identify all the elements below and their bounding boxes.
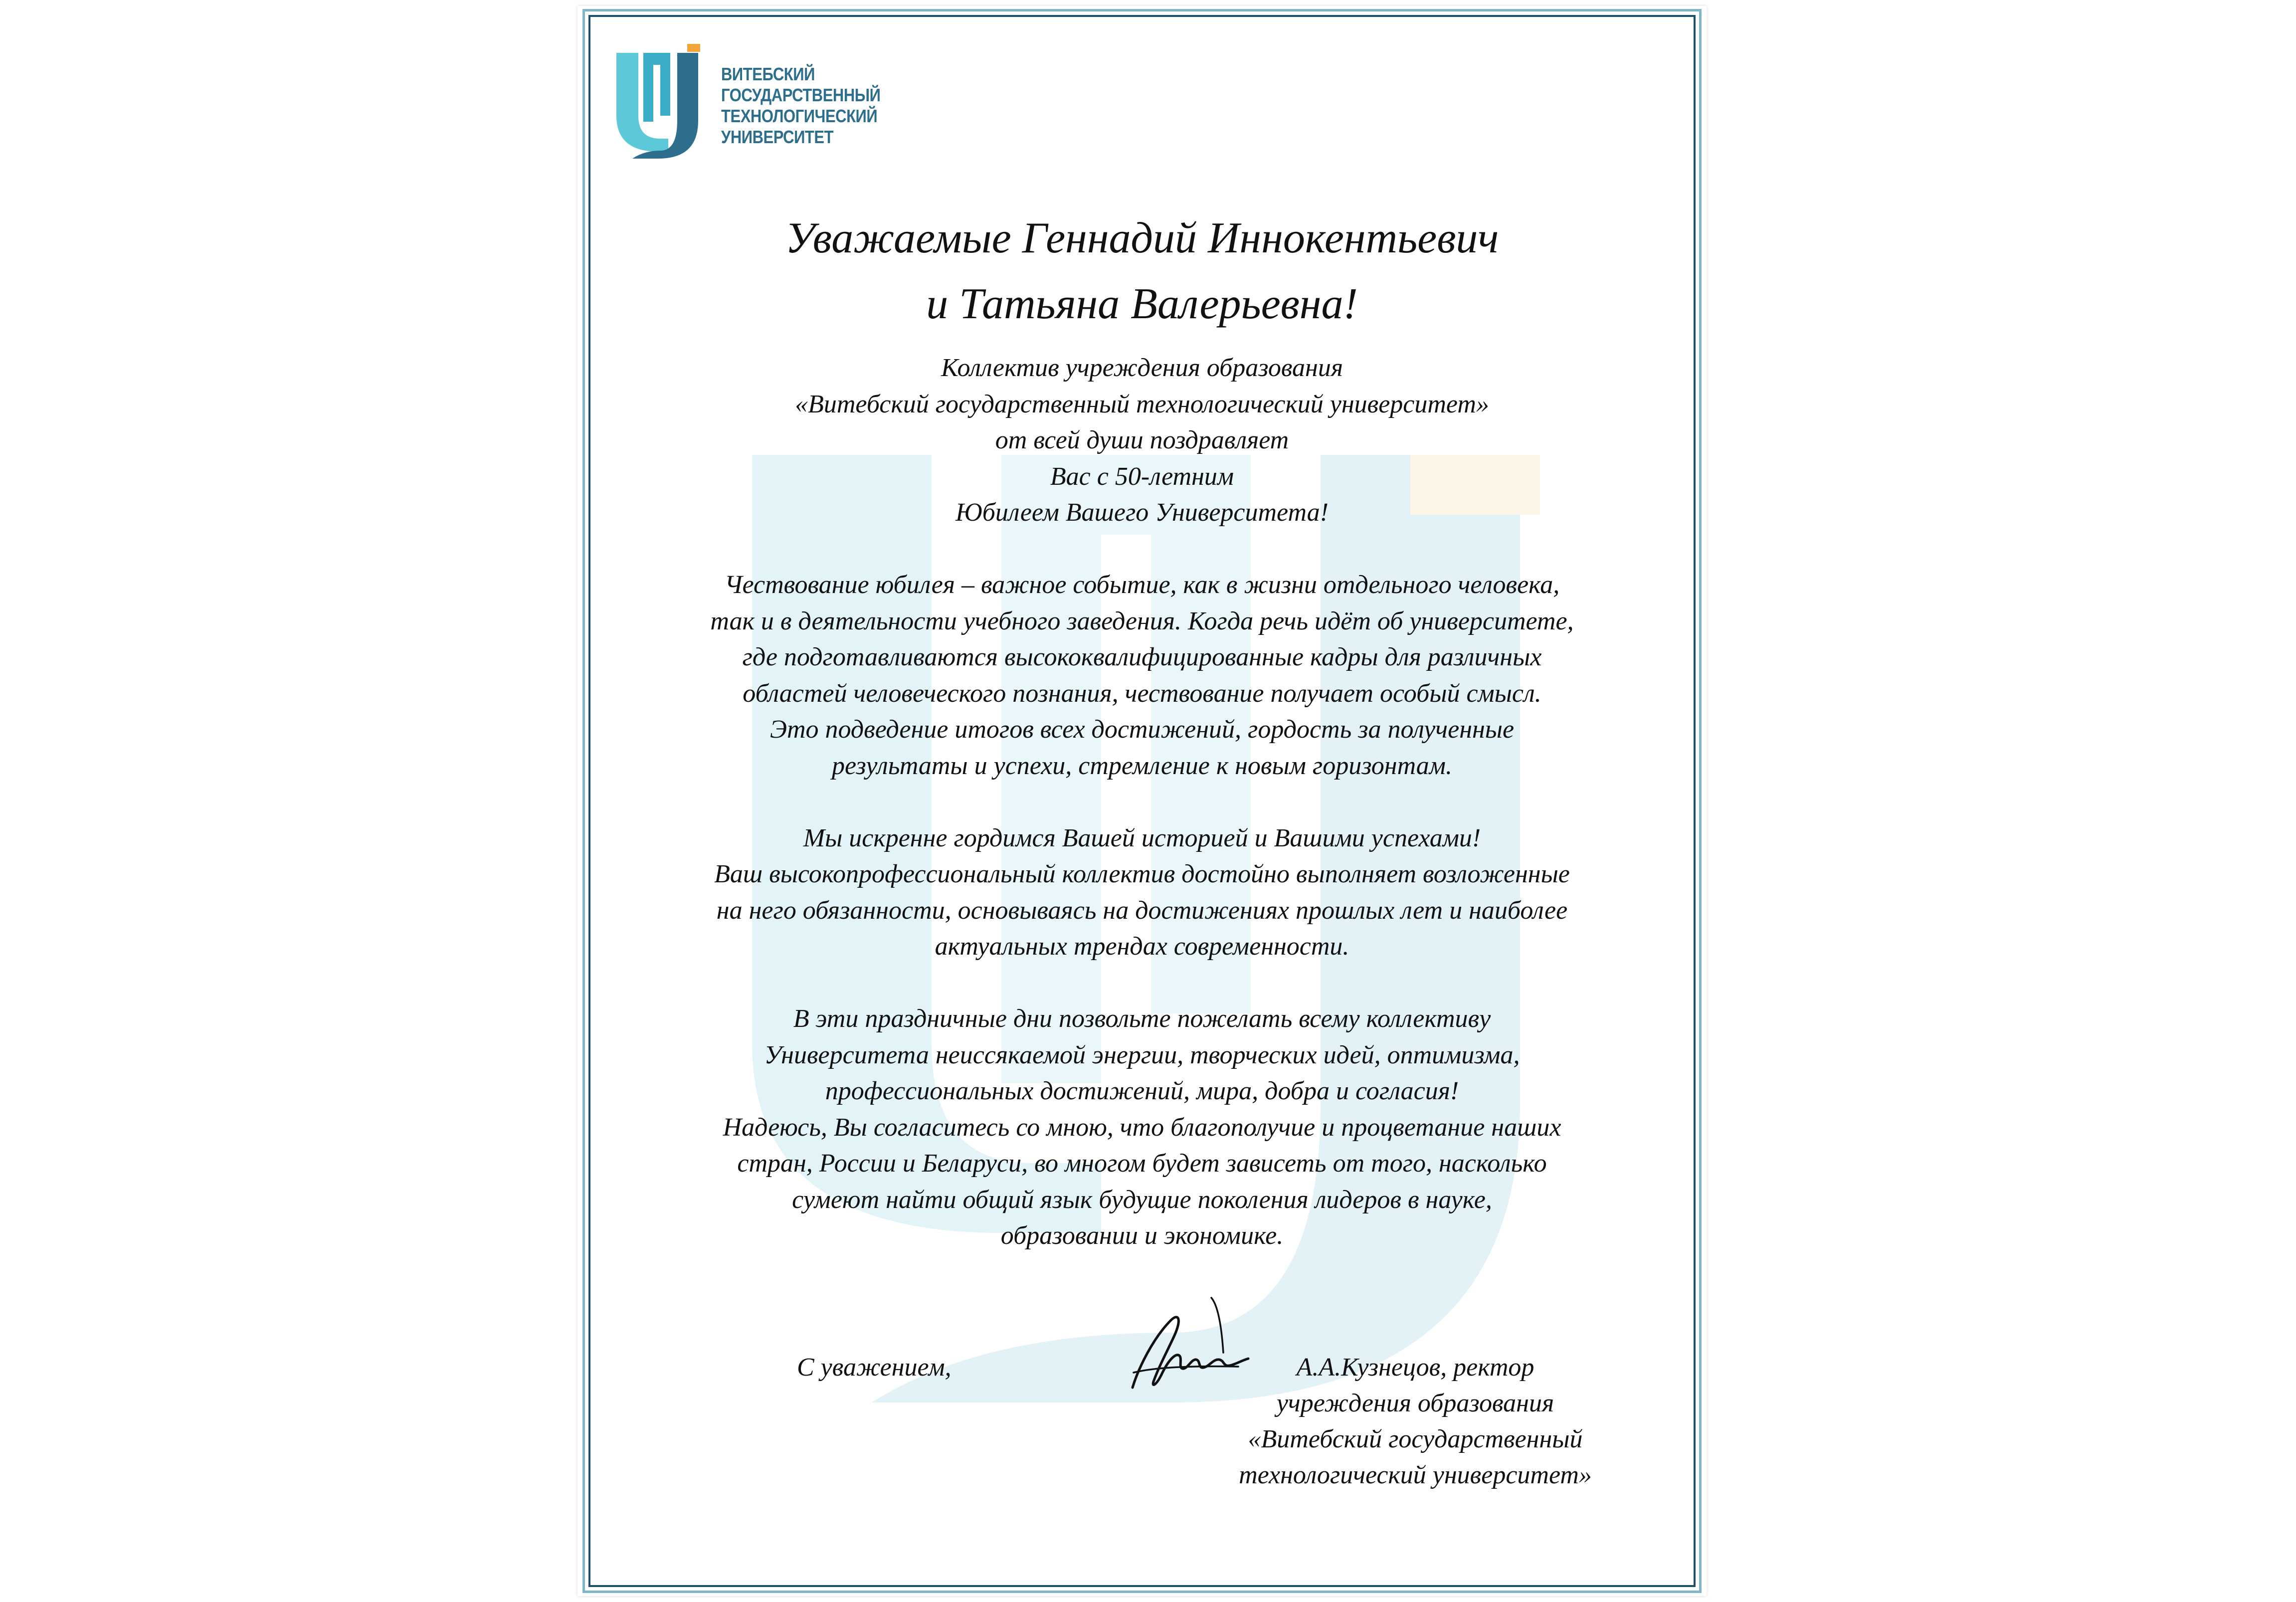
- university-logo: [612, 41, 932, 166]
- signer-line: учреждения образования: [1276, 1389, 1554, 1417]
- text-line: результаты и успехи, стремление к новым горизонтам.: [832, 751, 1452, 780]
- logo-line: ВИТЕБСКИЙ: [721, 64, 815, 84]
- letter-body: [577, 350, 1707, 1254]
- text-line: где подготавливаются высококвалифицированные кадры для различных: [742, 643, 1542, 671]
- signer-line: технологический университет»: [1239, 1461, 1592, 1489]
- signer-line: А.А.Кузнецов, ректор: [1296, 1353, 1534, 1382]
- logo-line: ТЕХНОЛОГИЧЕСКИЙ: [721, 106, 878, 126]
- text-line: на него обязанности, основываясь на достижениях прошлых лет и наиболее: [716, 896, 1568, 925]
- text-line: Университета неиссякаемой энергии, творческих идей, оптимизма,: [764, 1040, 1520, 1069]
- text-line: стран, России и Беларуси, во многом будет зависеть от того, насколько: [737, 1149, 1547, 1178]
- text-line: Вас с 50-летним: [1050, 462, 1234, 491]
- text-line: областей человеческого познания, чествование получает особый смысл.: [743, 679, 1541, 708]
- signer-block: [1191, 1350, 1640, 1493]
- text-line: сумеют найти общий язык будущие поколения лидеров в науке,: [792, 1185, 1492, 1214]
- text-line: Юбилеем Вашего Университета!: [956, 498, 1329, 527]
- text-line: В эти праздничные дни позвольте пожелать всему коллективу: [793, 1004, 1491, 1033]
- text-line: Чествование юбилея – важное событие, как в жизни отдельного человека,: [724, 571, 1560, 599]
- logo-line: УНИВЕРСИТЕТ: [721, 127, 834, 147]
- text-line: Надеюсь, Вы согласитесь со мною, что благополучие и процветание наших: [723, 1113, 1561, 1142]
- salutation-line: Уважаемые Геннадий Иннокентьевич: [785, 214, 1499, 262]
- salutation-line: и Татьяна Валерьевна!: [926, 280, 1358, 328]
- paragraph-jubilee: [577, 567, 1707, 784]
- university-logo-icon: [612, 41, 712, 161]
- paragraph-greeting: [577, 350, 1707, 531]
- text-line: образовании и экономике.: [1000, 1221, 1284, 1250]
- text-line: от всей души поздравляет: [995, 426, 1289, 454]
- logo-line: ГОСУДАРСТВЕННЫЙ: [721, 85, 881, 105]
- text-line: актуальных трендах современности.: [935, 932, 1349, 961]
- university-name: [721, 64, 881, 148]
- closing-phrase: С уважением,: [797, 1353, 952, 1382]
- signer-line: «Витебский государственный: [1248, 1425, 1583, 1453]
- paragraph-wishes: [577, 1001, 1707, 1254]
- text-line: Это подведение итогов всех достижений, гордость за полученные: [769, 715, 1515, 744]
- paragraph-pride: [577, 820, 1707, 965]
- text-line: Коллектив учреждения образования: [941, 354, 1343, 382]
- text-line: Ваш высокопрофессиональный коллектив достойно выполняет возложенные: [714, 860, 1570, 888]
- text-line: профессиональных достижений, мира, добра и согласия!: [825, 1077, 1459, 1105]
- text-line: так и в деятельности учебного заведения. Когда речь идёт об университете,: [710, 606, 1574, 635]
- letter-sheet: [577, 6, 1707, 1596]
- text-line: «Витебский государственный технологический университет»: [795, 390, 1489, 418]
- text-line: Мы искренне гордимся Вашей историей и Вашими успехами!: [803, 823, 1481, 852]
- salutation: [577, 205, 1707, 337]
